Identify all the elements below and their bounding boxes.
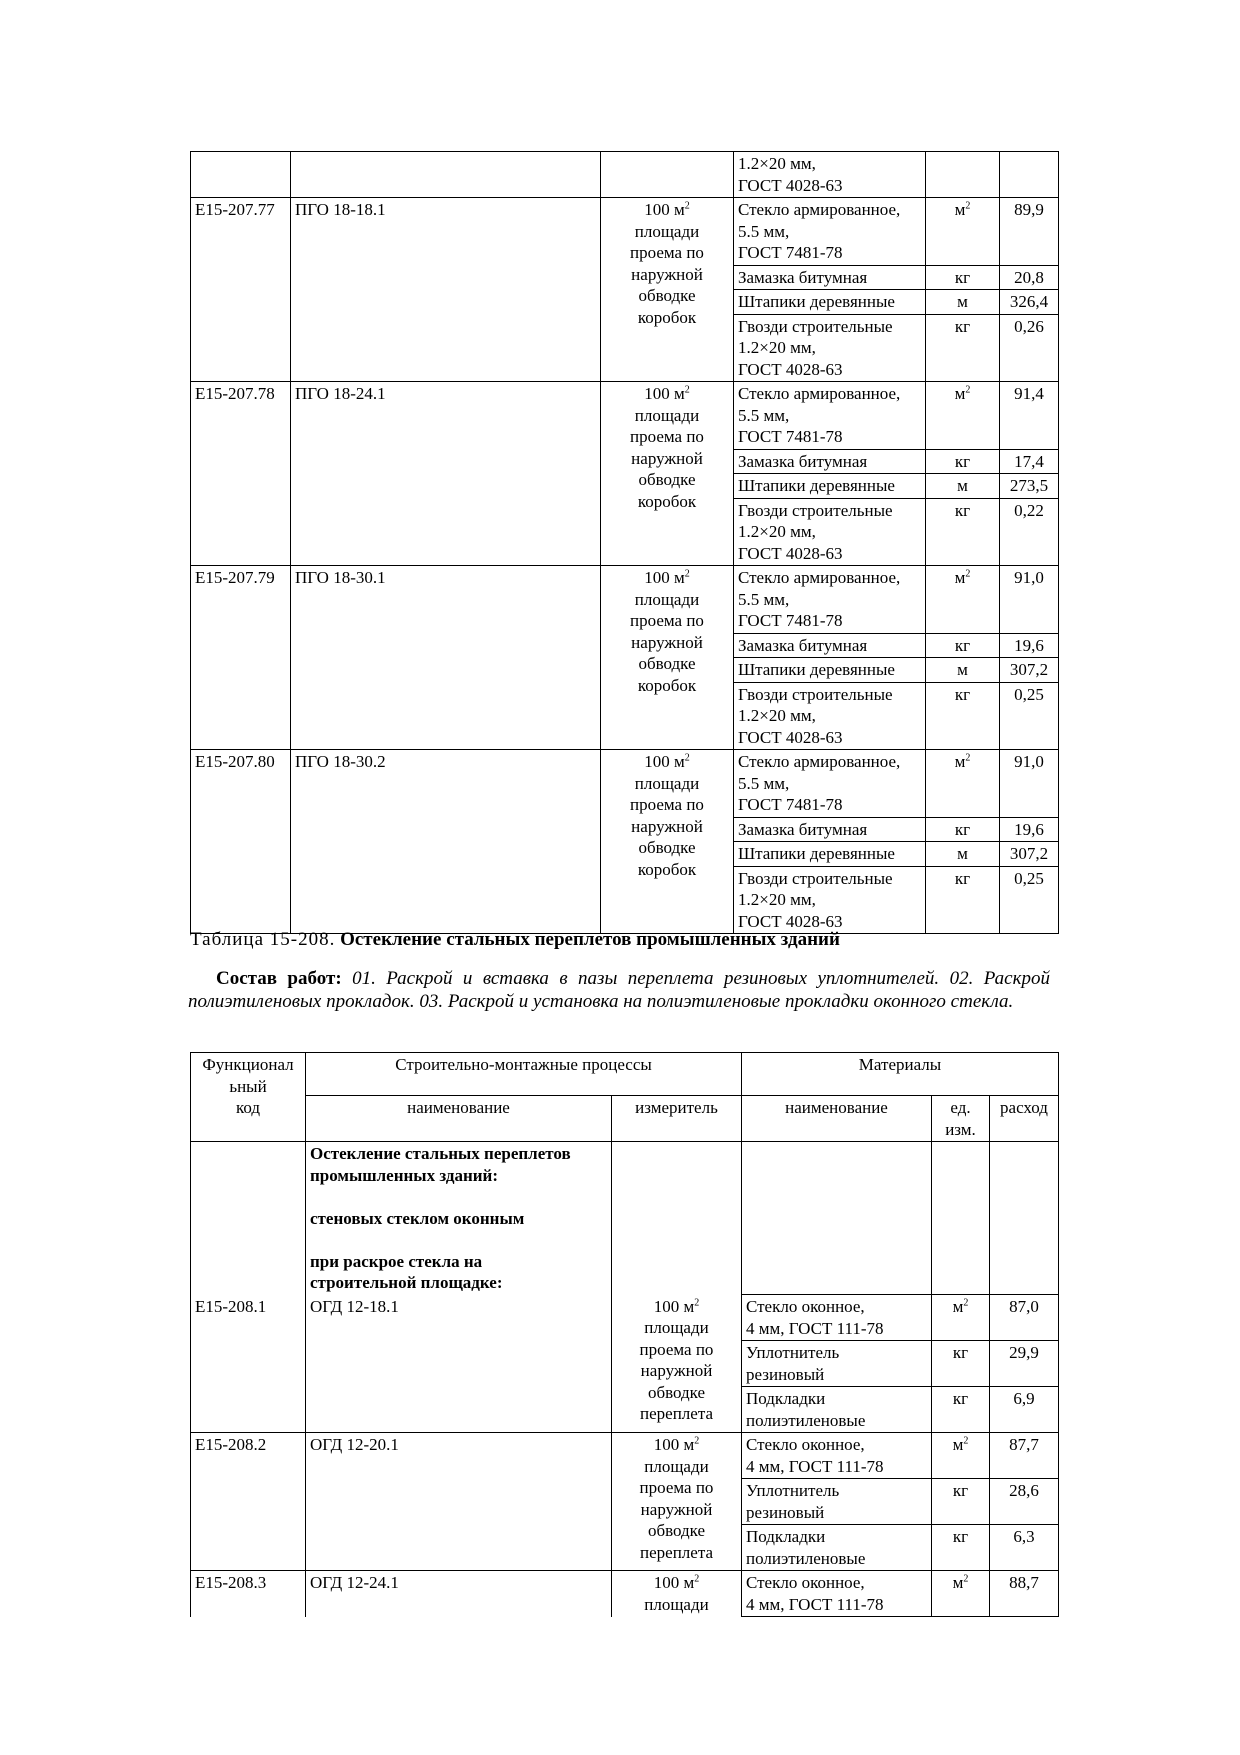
text-line: Гвозди строительные (738, 684, 893, 704)
superscript: 2 (694, 1296, 700, 1308)
cell-material-name (734, 566, 926, 634)
meter-line: коробок (637, 491, 697, 511)
cell-code: Е15-207.80 (191, 750, 291, 934)
meter-line: наружной (640, 1361, 713, 1380)
cell-unit (926, 198, 1000, 266)
header-code-line: ьный (229, 1076, 267, 1096)
cell-unit (926, 866, 1000, 934)
meter-line: обводке (638, 838, 696, 857)
section-row (191, 1142, 1059, 1295)
cell-value: 20,8 (1000, 265, 1059, 290)
unit-text: м (957, 844, 968, 863)
header-unit-line: ед. (950, 1098, 971, 1117)
table-caption-title: Остекление стальных переплетов промышленных зданий (340, 929, 840, 950)
empty-cell (291, 152, 601, 198)
cell-name: ПГО 18-24.1 (291, 382, 601, 566)
text-line: ГОСТ 7481-78 (738, 795, 843, 814)
text-line: Гвозди строительные (738, 500, 893, 520)
meter-line: обводке (638, 470, 696, 489)
unit-text: м (954, 568, 966, 587)
section-title-cell (306, 1142, 612, 1295)
cell-meter (601, 566, 734, 750)
text-line: Уплотнитель (746, 1481, 840, 1500)
cell-value: 273,5 (1000, 474, 1059, 499)
unit-superscript: 2 (963, 1573, 969, 1585)
header-unit-line: изм. (945, 1119, 976, 1139)
cell-material-name (742, 1571, 932, 1617)
cell-value: 0,26 (1000, 314, 1059, 382)
text-line: при раскрое стекла на (310, 1251, 483, 1271)
text-line: 4 мм, ГОСТ 111-78 (746, 1318, 884, 1338)
cell-unit (932, 1479, 990, 1525)
cell-unit (932, 1571, 990, 1617)
unit-superscript: 2 (965, 568, 971, 580)
meter-line: проема по (639, 1478, 714, 1497)
table-row (191, 566, 1059, 634)
superscript: 2 (684, 200, 690, 212)
cell-code: Е15-208.3 (191, 1571, 306, 1617)
cell-code: Е15-208.1 (191, 1295, 306, 1433)
meter-line: наружной (631, 264, 703, 284)
cell-unit (926, 633, 1000, 658)
cell-value: 0,25 (1000, 682, 1059, 750)
text-line: Стекло оконное, (746, 1573, 865, 1592)
unit-text: кг (952, 1389, 969, 1408)
cell-material-name (734, 633, 926, 658)
unit-text: кг (954, 451, 971, 471)
empty-cell (990, 1142, 1059, 1295)
meter-line: обводке (647, 1521, 706, 1540)
unit-text: м (957, 292, 968, 311)
text-line: Подкладки (746, 1527, 826, 1546)
meter-line: 100 м (644, 200, 685, 219)
text-line: 1.2×20 мм, (738, 890, 816, 909)
unit-text: м (954, 384, 966, 403)
cell-material-name (734, 152, 926, 198)
section-title (310, 1144, 571, 1185)
cell-name: ОГД 12-24.1 (306, 1571, 612, 1617)
unit-text: кг (954, 635, 971, 655)
text-line: Остекление стальных переплетов (310, 1144, 571, 1163)
text-line: полиэтиленовые (746, 1410, 866, 1430)
text-line: Гвозди строительные (738, 316, 893, 336)
cell-name: ПГО 18-18.1 (291, 198, 601, 382)
cell-unit (926, 382, 1000, 450)
cell-code: Е15-208.2 (191, 1433, 306, 1571)
text-line: Стекло армированное, (738, 200, 901, 219)
unit-text: м (954, 200, 966, 219)
cell-unit (932, 1433, 990, 1479)
unit-text: м (952, 1297, 964, 1316)
cell-unit (926, 290, 1000, 315)
cell-material-name (742, 1387, 932, 1433)
cell-value: 29,9 (990, 1341, 1059, 1387)
text-line: 1.2×20 мм, (738, 154, 816, 173)
meter-line: обводке (647, 1382, 706, 1402)
table-row (191, 198, 1059, 266)
header-materials: Материалы (742, 1053, 1059, 1096)
cell-value: 19,6 (1000, 633, 1059, 658)
header-code (191, 1053, 306, 1142)
cell-material-name (734, 682, 926, 750)
cell-material-name (734, 314, 926, 382)
unit-superscript: 2 (963, 1435, 969, 1447)
meter-line: обводке (638, 654, 696, 673)
unit-text: кг (952, 1481, 969, 1500)
header-unit (932, 1096, 990, 1142)
cell-unit (926, 474, 1000, 499)
cell-unit (932, 1295, 990, 1341)
cell-unit (926, 498, 1000, 566)
header-consumption: расход (990, 1096, 1059, 1142)
text-line: полиэтиленовые (746, 1548, 866, 1568)
cell-material-name (734, 265, 926, 290)
unit-text: м (952, 1435, 964, 1454)
text-line: Замазка битумная (738, 451, 868, 471)
cell-material-name (742, 1341, 932, 1387)
section-subtitle: стеновых стеклом оконным (310, 1208, 525, 1228)
text-line: Замазка битумная (738, 267, 868, 287)
unit-superscript: 2 (965, 384, 971, 396)
cell-value: 91,4 (1000, 382, 1059, 450)
cell-material-name (742, 1433, 932, 1479)
table-row (191, 1295, 1059, 1341)
cell-value: 307,2 (1000, 658, 1059, 683)
cell-material-name (742, 1295, 932, 1341)
text-line: строительной площадке: (310, 1273, 503, 1292)
superscript: 2 (684, 752, 690, 764)
unit-text: кг (954, 819, 971, 839)
meter-line: проема по (630, 243, 704, 262)
meter-line: 100 м (644, 384, 685, 403)
meter-line: коробок (637, 307, 697, 327)
meter-line: проема по (630, 427, 704, 446)
unit-text: кг (954, 500, 971, 520)
text-line: Замазка битумная (738, 819, 868, 839)
meter-line: коробок (637, 675, 697, 695)
table-subheader-row (191, 1096, 1059, 1142)
text-line: Уплотнитель (746, 1343, 840, 1362)
text-line: ГОСТ 4028-63 (738, 543, 843, 563)
text-line: ГОСТ 7481-78 (738, 427, 843, 446)
cell-material-name (742, 1479, 932, 1525)
meter-line: наружной (631, 816, 703, 836)
meter-line: наружной (640, 1499, 713, 1519)
cell-value: 0,25 (1000, 866, 1059, 934)
work-composition-text: 01. Раскрой и вставка в пазы переплета резиновых уплотнителей. 02. Раскрой полиэтиленовых прокладок. 03. Раскрой и установка на полиэтиленовые прокладки оконного стекла. (188, 968, 1050, 1012)
header-code-line: Функционал (202, 1055, 294, 1074)
unit-text: м (952, 1573, 964, 1592)
text-line: 1.2×20 мм, (738, 522, 816, 541)
meter-line: наружной (631, 448, 703, 468)
cell-material-name (734, 198, 926, 266)
header-code-line: код (235, 1098, 261, 1117)
meter-line: проема по (639, 1339, 714, 1359)
cell-unit (926, 658, 1000, 683)
cell-unit (926, 842, 1000, 867)
cell-material-name (734, 842, 926, 867)
text-line: ГОСТ 7481-78 (738, 611, 843, 630)
empty-cell (191, 1142, 306, 1295)
cell-material-name (734, 290, 926, 315)
text-line: 4 мм, ГОСТ 111-78 (746, 1456, 884, 1476)
meter-line: 100 м (653, 1435, 695, 1454)
cell-material-name (734, 498, 926, 566)
text-line: Подкладки (746, 1389, 826, 1408)
cell-code: Е15-207.77 (191, 198, 291, 382)
header-material-name: наименование (742, 1096, 932, 1142)
meter-line: проема по (630, 795, 704, 814)
text-line: Замазка битумная (738, 635, 868, 655)
cell-value: 6,9 (990, 1387, 1059, 1433)
text-line: Стекло оконное, (746, 1297, 865, 1316)
work-composition (188, 967, 1050, 1013)
cell-code: Е15-207.79 (191, 566, 291, 750)
table-caption-label: Таблица 15-208. (190, 929, 336, 950)
meter-line: 100 м (653, 1573, 695, 1592)
cell-material-name (734, 866, 926, 934)
unit-superscript: 2 (963, 1297, 969, 1309)
cell-material-name (734, 658, 926, 683)
text-line: ГОСТ 4028-63 (738, 359, 843, 379)
cell-unit (926, 265, 1000, 290)
unit-text: кг (954, 868, 971, 888)
text-line: 1.2×20 мм, (738, 338, 816, 357)
cell-value: 91,0 (1000, 566, 1059, 634)
superscript: 2 (694, 1435, 700, 1447)
cell-value: 6,3 (990, 1525, 1059, 1571)
text-line: 5.5 мм, (738, 773, 790, 793)
meter-line: переплета (640, 1404, 713, 1423)
meter-line: 100 м (644, 568, 685, 587)
meter-line: площади (634, 405, 700, 425)
unit-text: м (957, 476, 968, 495)
meter-line: площади (644, 1594, 709, 1614)
cell-value: 89,9 (1000, 198, 1059, 266)
table-row (191, 382, 1059, 450)
text-line: резиновый (746, 1364, 825, 1384)
text-line: 4 мм, ГОСТ 111-78 (746, 1594, 884, 1614)
work-composition-label: Состав работ: (216, 968, 342, 989)
cell-meter (612, 1295, 742, 1433)
text-line: Стекло армированное, (738, 568, 901, 587)
cell-name: ПГО 18-30.2 (291, 750, 601, 934)
text-line: Штапики деревянные (738, 476, 895, 495)
empty-cell (742, 1142, 932, 1295)
cell-material-name (734, 750, 926, 818)
text-line: ГОСТ 4028-63 (738, 175, 843, 195)
text-line: ГОСТ 7481-78 (738, 243, 843, 262)
cell-unit (932, 1341, 990, 1387)
empty-cell (612, 1142, 742, 1295)
table-row (191, 1571, 1059, 1617)
table-row (191, 1433, 1059, 1479)
cell-meter (612, 1571, 742, 1617)
cell-meter (601, 750, 734, 934)
unit-superscript: 2 (965, 752, 971, 764)
cell-unit (926, 682, 1000, 750)
text-line: Штапики деревянные (738, 660, 895, 679)
unit-text: кг (952, 1343, 969, 1362)
text-line: Гвозди строительные (738, 868, 893, 888)
unit-text: кг (954, 267, 971, 287)
section-condition (310, 1252, 502, 1293)
cell-code: Е15-207.78 (191, 382, 291, 566)
text-line: Стекло оконное, (746, 1435, 865, 1454)
table-row (191, 750, 1059, 818)
cell-value: 17,4 (1000, 449, 1059, 474)
cell-material-name (734, 382, 926, 450)
meter-line: обводке (638, 286, 696, 305)
table-header-row (191, 1053, 1059, 1096)
meter-line: наружной (631, 632, 703, 652)
cell-unit (926, 449, 1000, 474)
cell-name: ОГД 12-20.1 (306, 1433, 612, 1571)
text-line: 1.2×20 мм, (738, 706, 816, 725)
cell-unit (932, 1387, 990, 1433)
cell-meter (612, 1433, 742, 1571)
text-line: резиновый (746, 1502, 825, 1522)
unit-text: кг (952, 1527, 969, 1546)
cell-unit (926, 817, 1000, 842)
cell-name: ПГО 18-30.1 (291, 566, 601, 750)
text-line: Штапики деревянные (738, 292, 895, 311)
cell-value: 87,0 (990, 1295, 1059, 1341)
unit-text: кг (954, 684, 971, 704)
meter-line: 100 м (653, 1296, 695, 1316)
norms-table-continuation (190, 151, 1059, 934)
text-line: 5.5 мм, (738, 405, 790, 425)
text-line: промышленных зданий: (310, 1165, 498, 1185)
norms-table-15-208 (190, 1052, 1059, 1617)
fragment-row (191, 152, 1059, 198)
meter-line: проема по (630, 611, 704, 630)
text-line: ГОСТ 4028-63 (738, 911, 843, 931)
text-line: Штапики деревянные (738, 844, 895, 863)
text-line: 5.5 мм, (738, 589, 790, 609)
meter-line: коробок (637, 859, 697, 879)
cell-value: 28,6 (990, 1479, 1059, 1525)
empty-cell (191, 152, 291, 198)
text-line: Стекло армированное, (738, 752, 901, 771)
unit-text: м (957, 660, 968, 679)
cell-value: 19,6 (1000, 817, 1059, 842)
text-line: ГОСТ 4028-63 (738, 727, 843, 747)
meter-line: площади (644, 1456, 709, 1476)
meter-line: площади (634, 589, 700, 609)
superscript: 2 (684, 384, 690, 396)
meter-line: площади (634, 221, 700, 241)
empty-cell (601, 152, 734, 198)
meter-line: площади (644, 1318, 709, 1337)
cell-value: 0,22 (1000, 498, 1059, 566)
cell-unit (926, 750, 1000, 818)
cell-name: ОГД 12-18.1 (306, 1295, 612, 1433)
cell-value: 326,4 (1000, 290, 1059, 315)
cell-value: 91,0 (1000, 750, 1059, 818)
empty-cell (1000, 152, 1059, 198)
header-meter: измеритель (612, 1096, 742, 1142)
cell-unit (926, 314, 1000, 382)
cell-value: 88,7 (990, 1571, 1059, 1617)
cell-material-name (734, 449, 926, 474)
header-name: наименование (306, 1096, 612, 1142)
meter-line: 100 м (644, 752, 685, 771)
cell-material-name (742, 1525, 932, 1571)
cell-value: 307,2 (1000, 842, 1059, 867)
header-processes: Строительно-монтажные процессы (306, 1053, 742, 1096)
cell-unit (926, 566, 1000, 634)
text-line: 5.5 мм, (738, 221, 790, 241)
cell-meter (601, 382, 734, 566)
unit-superscript: 2 (965, 200, 971, 212)
table-caption (190, 929, 1050, 951)
cell-material-name (734, 474, 926, 499)
cell-material-name (734, 817, 926, 842)
text-line: Стекло армированное, (738, 384, 901, 403)
meter-line: площади (634, 773, 700, 793)
empty-cell (926, 152, 1000, 198)
cell-meter (601, 198, 734, 382)
unit-text: м (954, 752, 966, 771)
cell-unit (932, 1525, 990, 1571)
empty-cell (932, 1142, 990, 1295)
superscript: 2 (694, 1573, 700, 1585)
unit-text: кг (954, 316, 971, 336)
meter-line: переплета (640, 1542, 713, 1562)
superscript: 2 (684, 568, 690, 580)
cell-value: 87,7 (990, 1433, 1059, 1479)
